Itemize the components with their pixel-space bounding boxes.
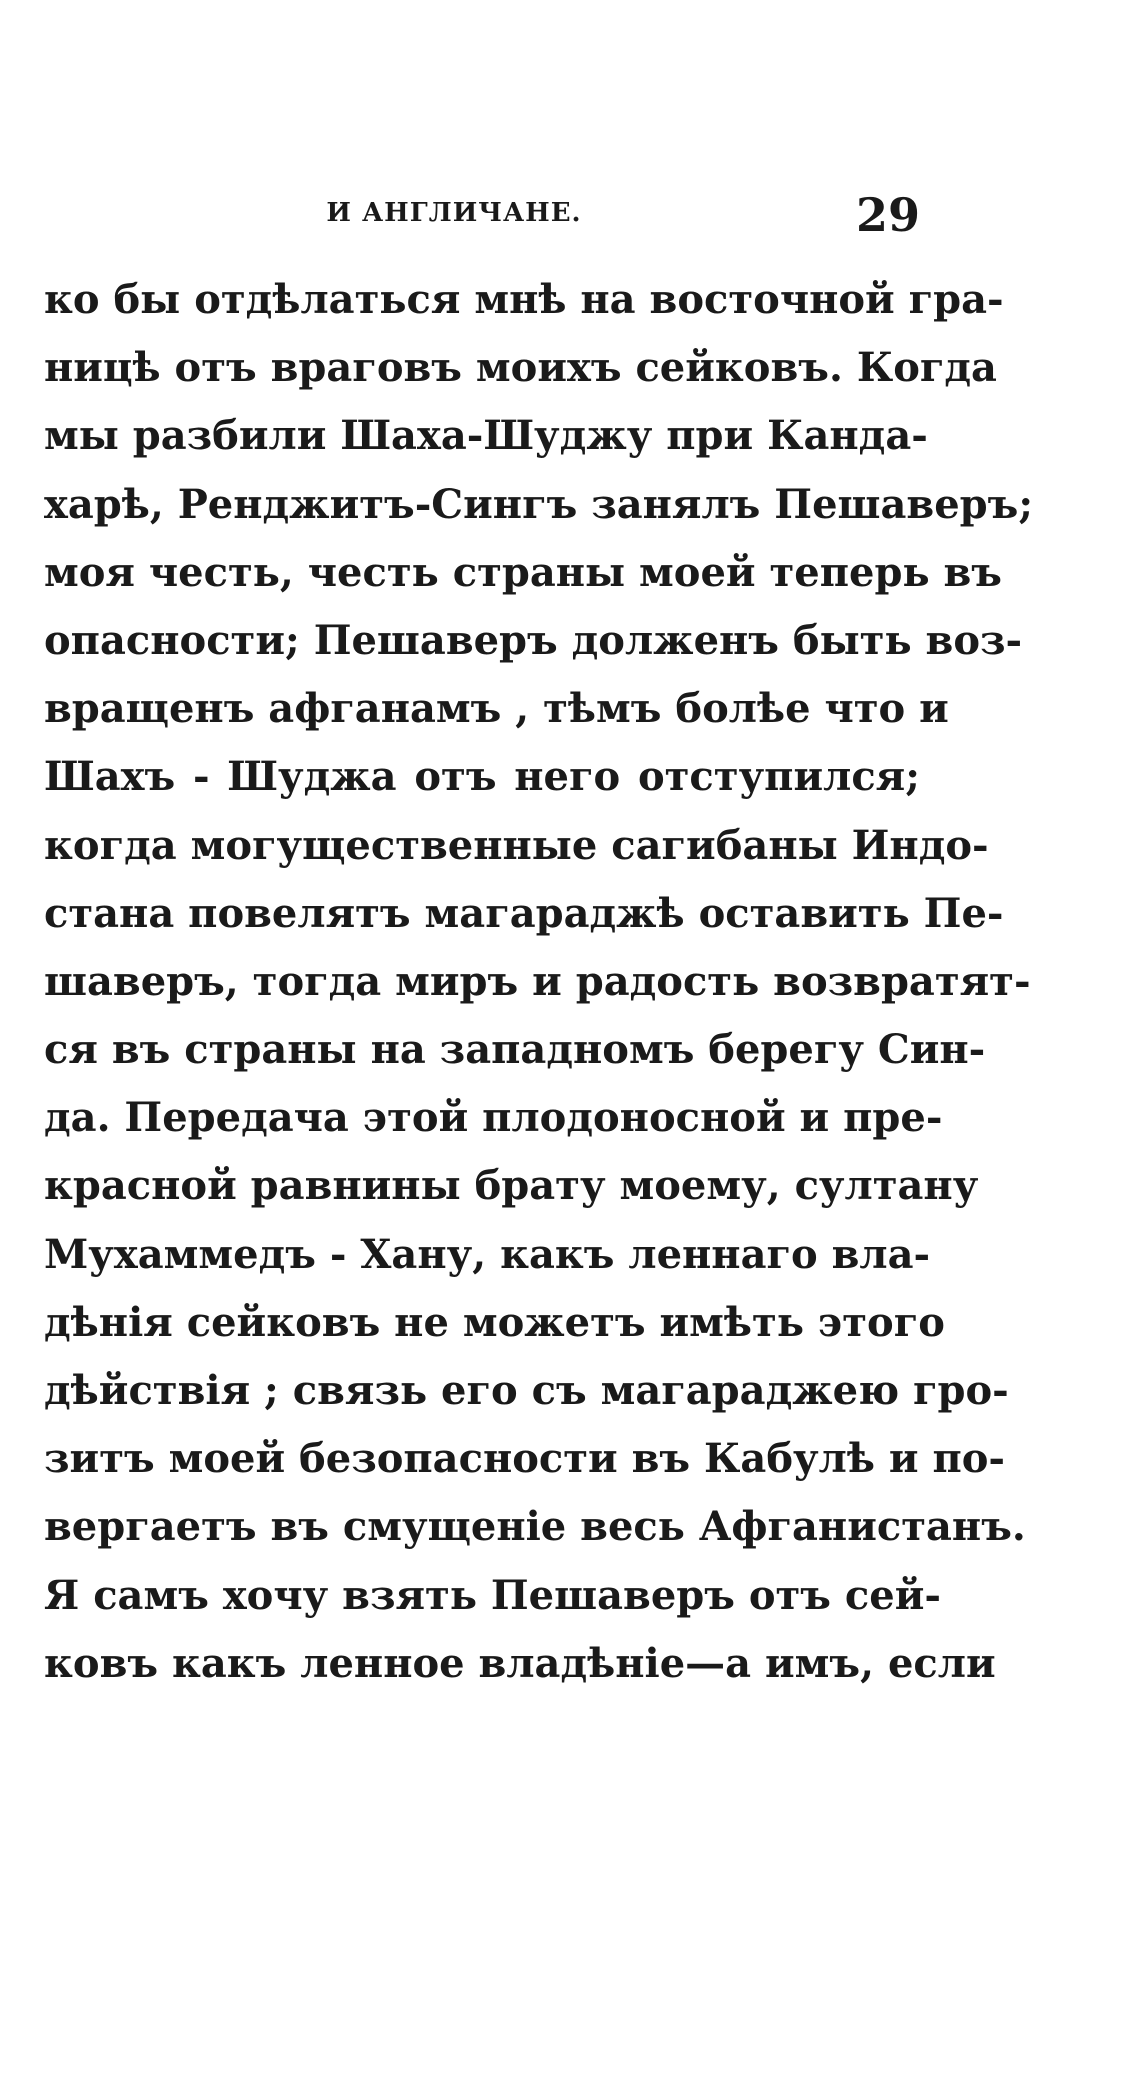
text-line: вращенъ афганамъ , тѣмъ болѣе что и (44, 685, 949, 733)
page-number: 29 (855, 188, 920, 242)
text-line: мы разбили Шаха-Шуджу при Канда- (44, 412, 928, 460)
text-line: дѣйствія ; связь его съ магараджею гро- (44, 1367, 1009, 1414)
text-line: когда могущественные сагибаны Индо- (44, 821, 989, 869)
text-line: ко бы отдѣлаться мнѣ на восточной гра- (44, 276, 1004, 323)
text-line: моя честь, честь страны моей теперь въ (44, 548, 1002, 596)
text-line: Шахъ - Шуджа отъ него отступился; (44, 753, 920, 801)
text-line: вергаетъ въ смущеніе весь Афганистанъ. (44, 1503, 1026, 1551)
text-line: красной равнины брату моему, султану (44, 1162, 979, 1210)
text-line: ницѣ отъ враговъ моихъ сейковъ. Когда (44, 344, 997, 392)
text-line: Я самъ хочу взять Пешаверъ отъ сей- (44, 1571, 941, 1619)
text-line: Мухаммедъ - Хану, какъ леннаго вла- (44, 1230, 931, 1278)
text-line: ся въ страны на западномъ берегу Син- (44, 1026, 986, 1074)
text-line: опасности; Пешаверъ долженъ быть воз- (44, 616, 1023, 664)
text-line: шаверъ, тогда миръ и радость возвратят- (44, 957, 1031, 1005)
running-head (44, 188, 920, 242)
text-line: харѣ, Ренджитъ-Сингъ занялъ Пешаверъ; (44, 480, 1034, 528)
text-line: да. Передача этой плодоносной и пре- (44, 1094, 943, 1142)
text-line: ковъ какъ ленное владѣніе—а имъ, если (44, 1639, 996, 1687)
text-line: дѣнія сейковъ не можетъ имѣть этого (44, 1298, 945, 1346)
body-text (44, 266, 1034, 1698)
text-line: стана повелятъ магараджѣ оставить Пе- (44, 889, 1004, 937)
text-line: зитъ моей безопасности въ Кабулѣ и по- (44, 1435, 1006, 1483)
running-title: И АНГЛИЧАНЕ. (326, 198, 582, 228)
